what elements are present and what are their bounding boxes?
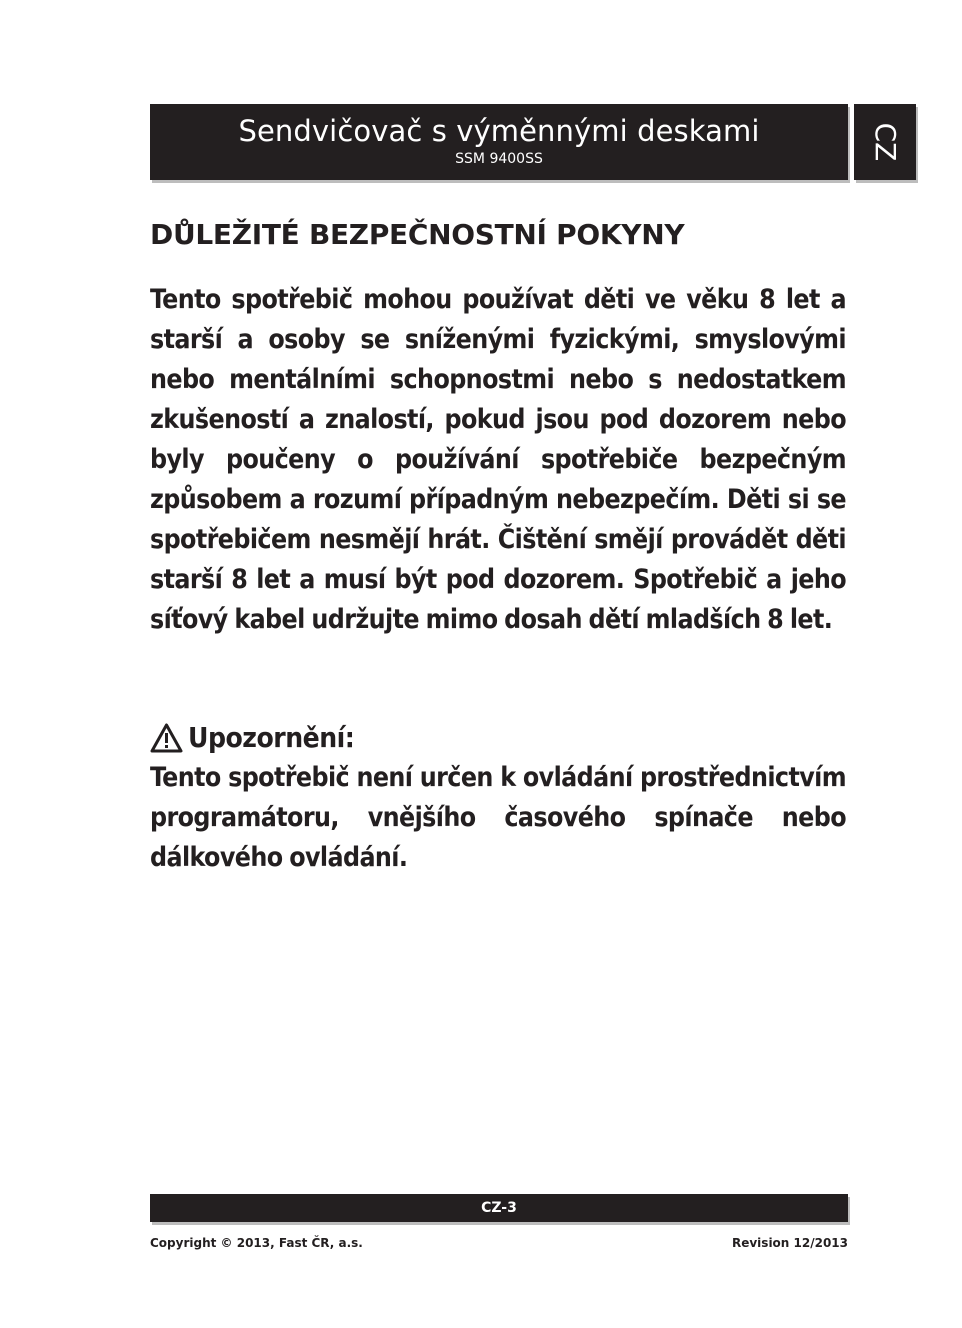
page-footer-bar (150, 1194, 848, 1222)
document-header (150, 104, 848, 180)
language-tab (854, 104, 916, 180)
revision-label: Revision 12/2013 (731, 1236, 848, 1250)
warning-triangle-icon (150, 723, 183, 753)
product-title: Sendvičovač s výměnnými deskami (238, 114, 760, 148)
page-number: CZ-3 (481, 1200, 517, 1216)
warning-text: Tento spotřebič není určen k ovládání prostřednictvím programátoru, vnějšího časového spínače nebo dálkového ovládání. (150, 762, 846, 873)
safety-instructions-text: Tento spotřebič mohou používat děti ve věku 8 let a starší a osoby se sníženými fyzickými, smyslovými nebo mentálními schopnostmi nebo s nedostatkem zkušeností a znalostí, pokud jsou pod dozorem nebo byly poučeny o používání spotřebiče bezpečným způsobem a rozumí případným nebezpečím. Děti si se spotřebičem nesmějí hrát. Čištění smějí provádět děti starší 8 let a musí být pod dozorem. Spotřebič a jeho síťový kabel udržujte mimo dosah dětí mladších 8 let. (150, 284, 846, 635)
copyright-notice: Copyright © 2013, Fast ČR, a.s. (150, 1236, 363, 1250)
warning-label: Upozornění: (188, 721, 355, 754)
language-code: CZ (869, 122, 902, 162)
product-model: SSM 9400SS (455, 151, 543, 167)
safety-heading: DŮLEŽITÉ BEZPEČNOSTNÍ POKYNY (150, 218, 685, 251)
warning-heading (150, 718, 354, 758)
